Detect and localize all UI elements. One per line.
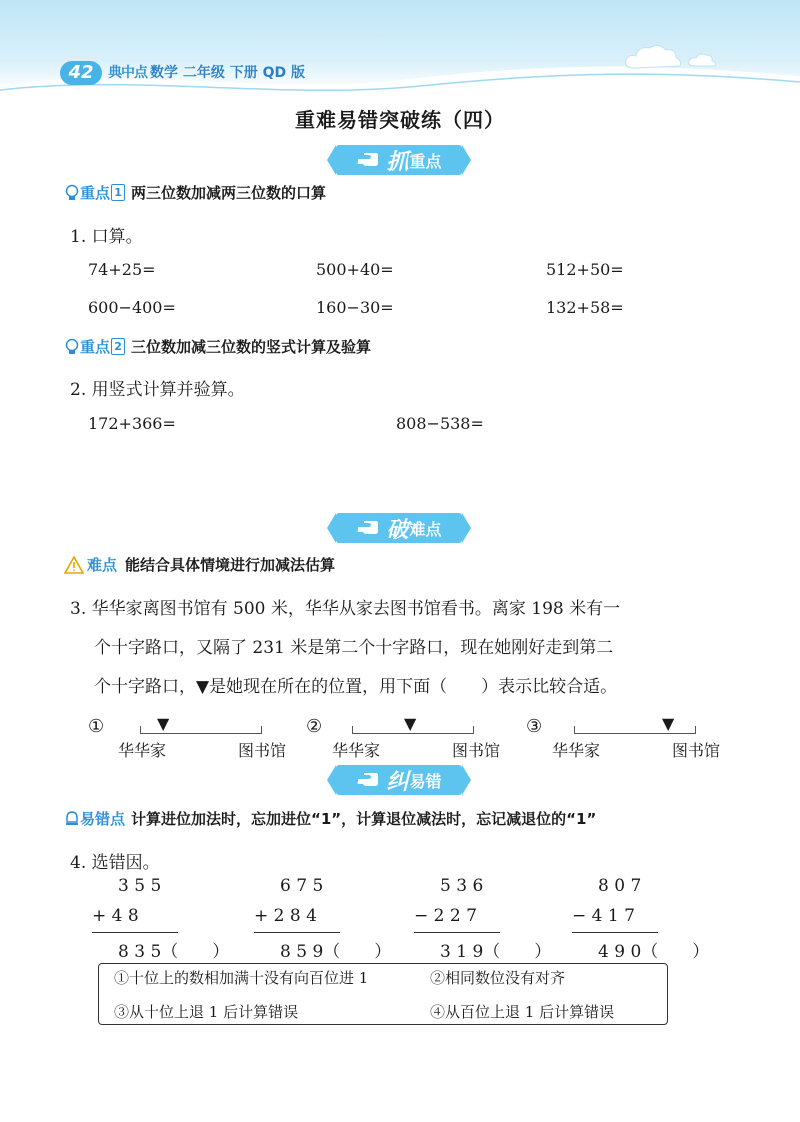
q3-option-2-end-label: 图书馆	[452, 741, 501, 760]
q3-option-2-end-tick	[473, 726, 474, 734]
banner-text: 易错	[409, 771, 442, 791]
error-reason-option-2: ②相同数位没有对齐	[430, 969, 566, 987]
pointing-hand-icon	[356, 519, 380, 537]
q3-option-1-end-tick	[261, 726, 262, 734]
q1-expression-1: 74+25=	[88, 260, 156, 279]
q4-p2-bottom: + 2 8 4	[254, 906, 317, 926]
key-point-text: 三位数加减三位数的竖式计算及验算	[131, 338, 372, 356]
q1-expression-4: 600−400=	[88, 298, 176, 317]
q4-p2-line	[254, 932, 340, 933]
q4-p4-result: 4 9 0（ ）	[598, 942, 710, 962]
key-point-text: 两三位数加减两三位数的口算	[131, 184, 327, 202]
q3-option-3-end-label: 图书馆	[672, 741, 721, 760]
warning-icon	[64, 556, 84, 574]
q4-p1-line	[92, 932, 178, 933]
alert-bell-icon	[64, 810, 80, 828]
book-subject: 数学 二年级 下册 QD 版	[150, 65, 306, 81]
question-2-title: 2. 用竖式计算并验算。	[70, 380, 245, 400]
key-point-tag: 重点	[80, 338, 111, 356]
section-banner-break	[336, 513, 462, 543]
cloud-icon	[620, 40, 730, 76]
error-reason-option-1: ①十位上的数相加满十没有向百位进 1	[114, 969, 369, 987]
q4-p3-bottom: − 2 2 7	[414, 906, 477, 926]
section-banner-grasp	[336, 145, 462, 175]
q3-option-3-number: ③	[526, 716, 543, 737]
page-title: 重难易错突破练（四）	[295, 108, 505, 132]
banner-char: 破	[386, 517, 409, 543]
key-point-tag: 重点	[80, 184, 111, 202]
question-3-line-3: 个十字路口，▼是她现在所在的位置，用下面（ ）表示比较合适。	[94, 677, 618, 697]
q1-expression-5: 160−30=	[316, 298, 394, 317]
q3-option-1-start-label: 华华家	[118, 741, 167, 760]
q3-option-3-start-label: 华华家	[552, 741, 601, 760]
q4-p4-line	[572, 932, 658, 933]
question-1-title: 1. 口算。	[70, 227, 143, 247]
q3-option-3-end-tick	[695, 726, 696, 734]
q3-option-1-line	[140, 733, 262, 734]
q3-option-1-number: ①	[88, 716, 105, 737]
q1-expression-6: 132+58=	[546, 298, 624, 317]
q3-option-3-line	[574, 733, 696, 734]
q3-option-3-start-tick	[574, 726, 575, 734]
q1-expression-3: 512+50=	[546, 260, 624, 279]
q3-option-1-marker: ▼	[157, 714, 170, 733]
q4-p1-bottom: + 4 8	[92, 906, 139, 926]
q4-p3-result: 3 1 9（ ）	[440, 942, 552, 962]
pointing-hand-icon	[356, 771, 380, 789]
error-prone-point	[64, 808, 596, 829]
banner-text: 难点	[409, 519, 442, 539]
q4-p1-result: 8 3 5（ ）	[118, 942, 230, 962]
q3-option-2-marker: ▼	[404, 714, 417, 733]
lightbulb-icon	[64, 338, 80, 356]
difficulty-text: 能结合具体情境进行加减法估算	[125, 556, 336, 574]
brand-logo: 典中点	[108, 65, 147, 81]
q4-p4-top: 8 0 7	[598, 876, 642, 896]
q3-option-2-line	[352, 733, 474, 734]
key-point-number: 1	[111, 184, 125, 201]
error-reason-option-4: ④从百位上退 1 后计算错误	[430, 1003, 615, 1021]
q4-p1-top: 3 5 5	[118, 876, 162, 896]
page-number: 42	[60, 61, 102, 85]
error-prone-tag: 易错点	[80, 810, 126, 828]
banner-char: 抓	[386, 149, 409, 175]
key-point-2	[64, 336, 371, 357]
banner-char: 纠	[386, 769, 409, 795]
q3-option-2-start-label: 华华家	[332, 741, 381, 760]
lightbulb-icon	[64, 184, 80, 202]
q4-p2-result: 8 5 9（ ）	[280, 942, 392, 962]
key-point-number: 2	[111, 338, 125, 355]
q4-p4-bottom: − 4 1 7	[572, 906, 635, 926]
difficulty-tag: 难点	[87, 556, 118, 574]
banner-text: 重点	[409, 151, 442, 171]
question-3-line-2: 个十字路口，又隔了 231 米是第二个十字路口，现在她刚好走到第二	[94, 638, 614, 658]
q3-option-2-number: ②	[306, 716, 323, 737]
q4-p3-top: 5 3 6	[440, 876, 484, 896]
section-banner-correct	[336, 765, 462, 795]
q3-option-1-end-label: 图书馆	[238, 741, 287, 760]
q3-option-3-marker: ▼	[662, 714, 675, 733]
question-4-title: 4. 选错因。	[70, 853, 160, 873]
q4-p3-line	[414, 932, 500, 933]
error-prone-text: 计算进位加法时，忘加进位“1”，计算退位减法时，忘记减退位的“1”	[131, 810, 597, 828]
q2-expression-1: 172+366=	[88, 414, 176, 433]
difficulty-point	[64, 554, 335, 575]
q3-option-2-start-tick	[352, 726, 353, 734]
question-3-line-1: 3. 华华家离图书馆有 500 米，华华从家去图书馆看书。离家 198 米有一	[70, 599, 621, 619]
q3-option-1-start-tick	[140, 726, 141, 734]
q4-p2-top: 6 7 5	[280, 876, 324, 896]
q1-expression-2: 500+40=	[316, 260, 394, 279]
key-point-1	[64, 182, 326, 203]
pointing-hand-icon	[356, 151, 380, 169]
error-reason-option-3: ③从十位上退 1 后计算错误	[114, 1003, 299, 1021]
q2-expression-2: 808−538=	[396, 414, 484, 433]
